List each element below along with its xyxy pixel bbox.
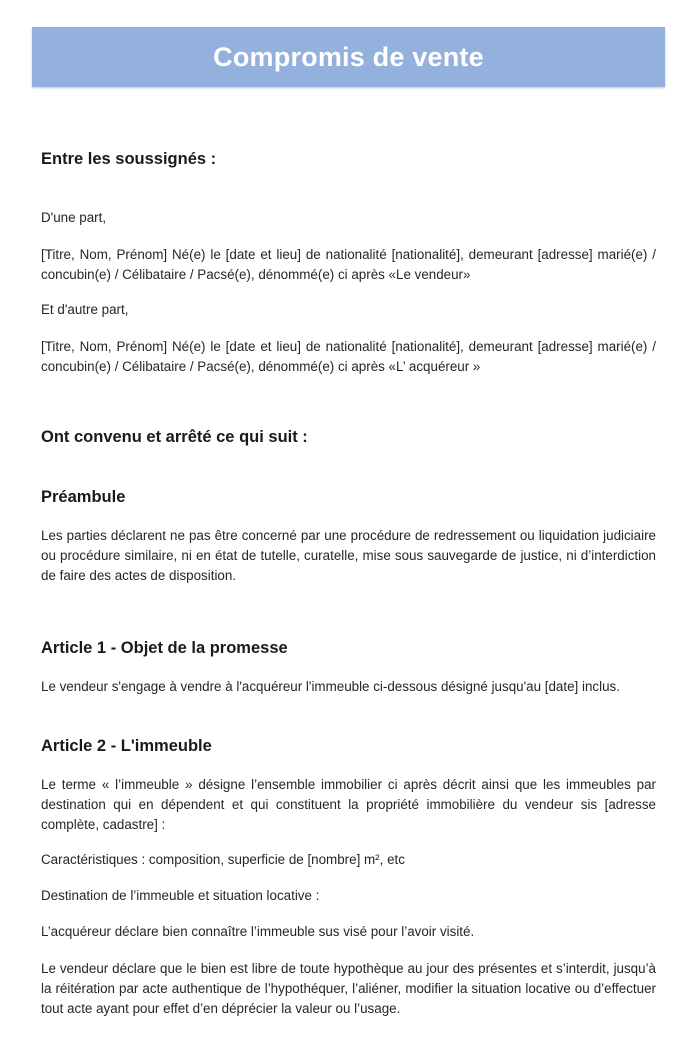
second-party-text: [Titre, Nom, Prénom] Né(e) le [date et lieu] de nationalité [nationalité], demeurant [adresse] marié(e) / concubin(e) / Célibataire / Pacsé(e), dénommé(e) ci après «L’ acquéreur » [41,339,656,374]
article2-paragraph-2: Caractéristiques : composition, superficie de [nombre] m², etc [41,852,405,867]
article2-heading: Article 2 - L'immeuble [41,737,212,755]
second-party-label: Et d'autre part, [41,302,129,317]
preamble-heading: Préambule [41,488,126,506]
article1-text: Le vendeur s'engage à vendre à l'acquéreur l'immeuble ci-dessous désigné jusqu'au [date] inclus. [41,679,620,694]
agreement-heading: Ont convenu et arrêté ce qui suit : [41,428,308,446]
article2-paragraph-3: Destination de l’immeuble et situation locative : [41,888,320,903]
parties-heading: Entre les soussignés : [41,150,217,168]
article2-paragraph-5: Le vendeur déclare que le bien est libre de toute hypothèque au jour des présentes et s’interdit, jusqu’à la réitération par acte authentique de l’hypothéquer, l’aliéner, modifier la situation locative ou d’effectuer tout acte ayant pour effet d’en déprécier la valeur ou l’usage. [41,961,656,1016]
article2-paragraph-4: L’acquéreur déclare bien connaître l’immeuble sus visé pour l’avoir visité. [41,924,475,939]
title-banner [32,27,665,87]
first-party-text: [Titre, Nom, Prénom] Né(e) le [date et lieu] de nationalité [nationalité], demeurant [adresse] marié(e) / concubin(e) / Célibataire / Pacsé(e), dénommé(e) ci après «Le vendeur» [41,247,656,282]
preamble-text: Les parties déclarent ne pas être concerné par une procédure de redressement ou liquidation judiciaire ou procédure similaire, ni en état de tutelle, curatelle, mise sous sauvegarde de justice, ni d’interdiction de faire des actes de disposition. [41,528,656,583]
article1-heading: Article 1 - Objet de la promesse [41,639,288,657]
first-party-label: D'une part, [41,210,107,225]
article2-paragraph-1: Le terme « l’immeuble » désigne l’ensemble immobilier ci après décrit ainsi que les immeubles par destination qui en dépendent et qui constituent la propriété immobilière du vendeur sis [adresse complète, cadastre] : [41,777,656,832]
document-title: Compromis de vente [213,41,484,72]
